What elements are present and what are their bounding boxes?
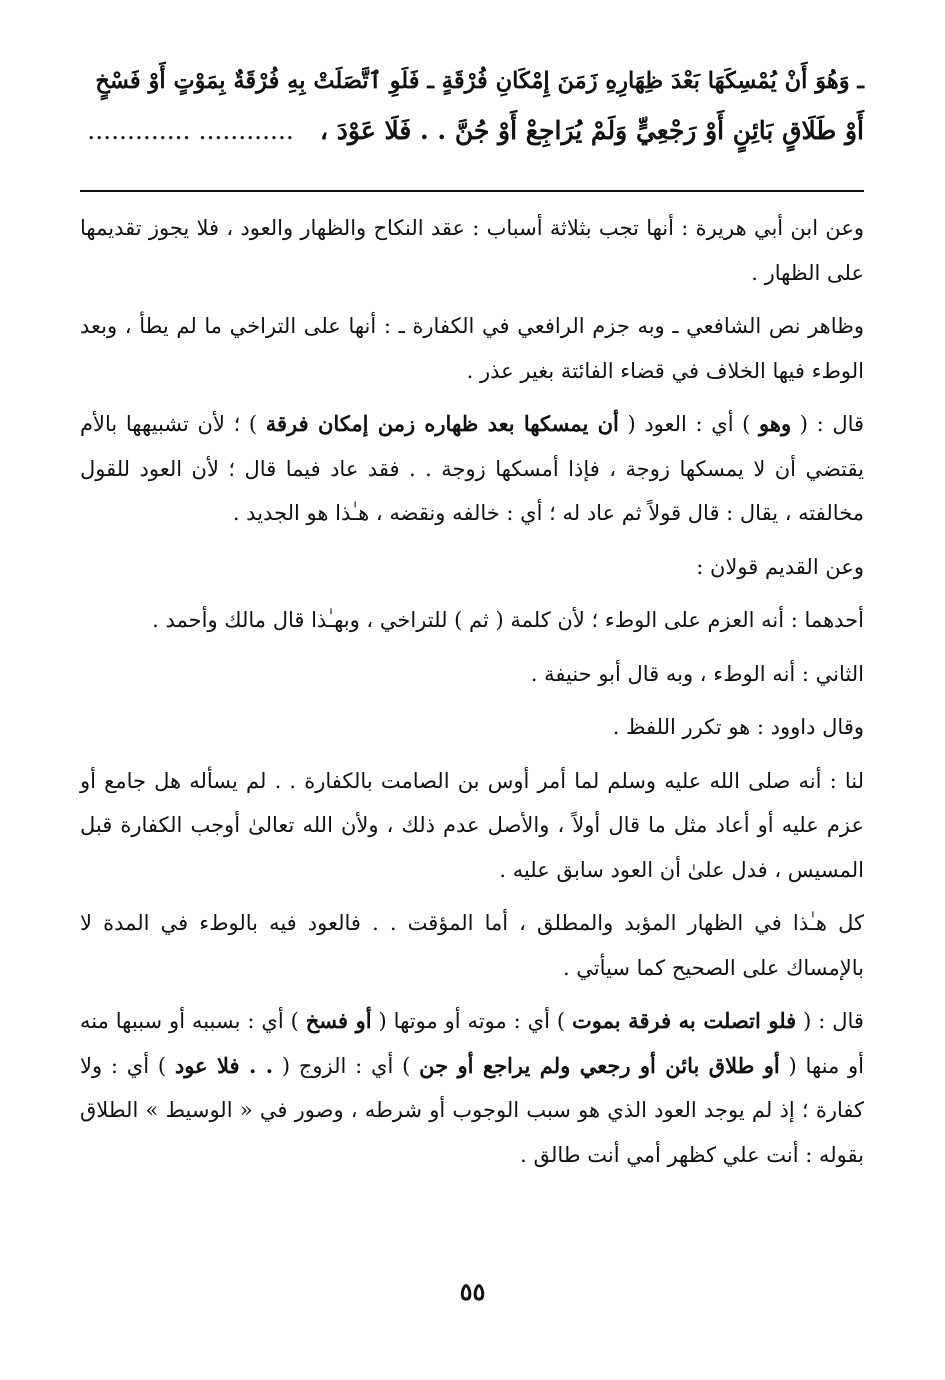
- book-page: [80, 56, 864, 1376]
- quoted-text: أو فسخ: [305, 1008, 372, 1033]
- main-text-line-1: ـ وَهُوَ أَنْ يُمْسِكَهَا بَعْدَ ظِهَارِهِ زَمَنَ إِمْكَانِ فُرْقَةٍ ـ فَلَوِ ٱتَّصَلَتْ بِهِ فُرْقَةٌ بِمَوْتٍ أَوْ فَسْخٍ: [95, 68, 864, 94]
- text-run: ) أي : العود (: [618, 412, 760, 436]
- quoted-text: . . فلا عود: [174, 1052, 274, 1078]
- commentary-paragraph-6: الثاني : أنه الوطء ، وبه قال أبو حنيفة .: [530, 661, 864, 686]
- commentary-paragraph-3: [80, 402, 864, 536]
- main-text-line-2: [80, 106, 864, 156]
- commentary-paragraph-7: وقال داوود : هو تكرر اللفظ .: [612, 715, 864, 739]
- commentary-paragraph-4: وعن القديم قولان :: [696, 554, 864, 579]
- commentary-paragraph-8: لنا : أنه صلى الله عليه وسلم لما أمر أوس بن الصامت بالكفارة . . لم يسأله هل جامع أو عزم عليه أو أعاد مثل ما قال أولاً ، والأصل عدم ذلك ، ولأن الله تعالىٰ أوجب الكفارة قبل المسيس ، فدل علىٰ أن العود سابق عليه .: [80, 768, 864, 882]
- commentary-paragraph-1: وعن ابن أبي هريرة : أنها تجب بثلاثة أسباب : عقد النكاح والظهار والعود ، فلا يجوز تقديمها على الظهار .: [80, 216, 864, 285]
- quoted-text: فلو اتصلت به فرقة بموت: [572, 1008, 797, 1033]
- main-text-line-2-words: أَوْ طَلَاقٍ بَائِنٍ أَوْ رَجْعِيٍّ وَلَمْ يُرَاجِعْ أَوْ جُنَّ . . فَلَا عَوْدَ ،: [320, 116, 864, 145]
- text-run: ) أي : موته أو موتها (: [371, 1009, 573, 1033]
- section-divider: [80, 190, 864, 192]
- main-text-block: [80, 56, 864, 156]
- text-run: ) أي : ولا كفارة ؛ إذ لم يوجد العود الذي هو سبب الوجوب أو شرطه ، وصور في « الوسيط » الطلاق بقوله : أنت علي كظهر أمي أنت طالق .: [80, 1053, 864, 1167]
- text-run: قال : (: [796, 1009, 864, 1033]
- commentary-block: [80, 206, 864, 1177]
- commentary-paragraph-5: أحدهما : أنه العزم على الوطء ؛ لأن كلمة ( ثم ) للتراخي ، وبهـٰذا قال مالك وأحمد .: [152, 608, 864, 632]
- page-number: ٥٥: [459, 1277, 486, 1306]
- text-run: ) أي : الزوج (: [273, 1053, 420, 1078]
- quoted-text: أو طلاق بائن أو رجعي ولم يراجع أو جن: [419, 1052, 780, 1078]
- dotted-leader: ............ .............: [87, 116, 294, 145]
- commentary-paragraph-9: كل هـٰذا في الظهار المؤبد والمطلق ، أما المؤقت . . فالعود فيه بالوطء في المدة لا بالإمساك على الصحيح كما سيأتي .: [80, 911, 864, 980]
- quoted-text: وهو: [759, 411, 792, 436]
- text-run: ) أي : بسببه أو سببها منه أو منها (: [80, 1009, 864, 1078]
- commentary-paragraph-10: [80, 999, 864, 1177]
- commentary-paragraph-2: وظاهر نص الشافعي ـ وبه جزم الرافعي في الكفارة ـ : أنها على التراخي ما لم يطأ ، وبعد الوطء فيها الخلاف في قضاء الفائتة بغير عذر .: [80, 314, 864, 383]
- text-run: قال : (: [791, 412, 865, 436]
- text-run: ) ؛ لأن تشبيهها بالأم يقتضي أن لا يمسكها زوجة ، فإذا أمسكها زوجة . . فقد عاد فيما قال ؛ لأن العود للقول مخالفته ، يقال : قال قولاً ثم عاد له ؛ أي : خالفه ونقضه ، هـٰذا هو الجديد .: [80, 412, 864, 525]
- quoted-text: أن يمسكها بعد ظهاره زمن إمكان فرقة: [265, 411, 619, 436]
